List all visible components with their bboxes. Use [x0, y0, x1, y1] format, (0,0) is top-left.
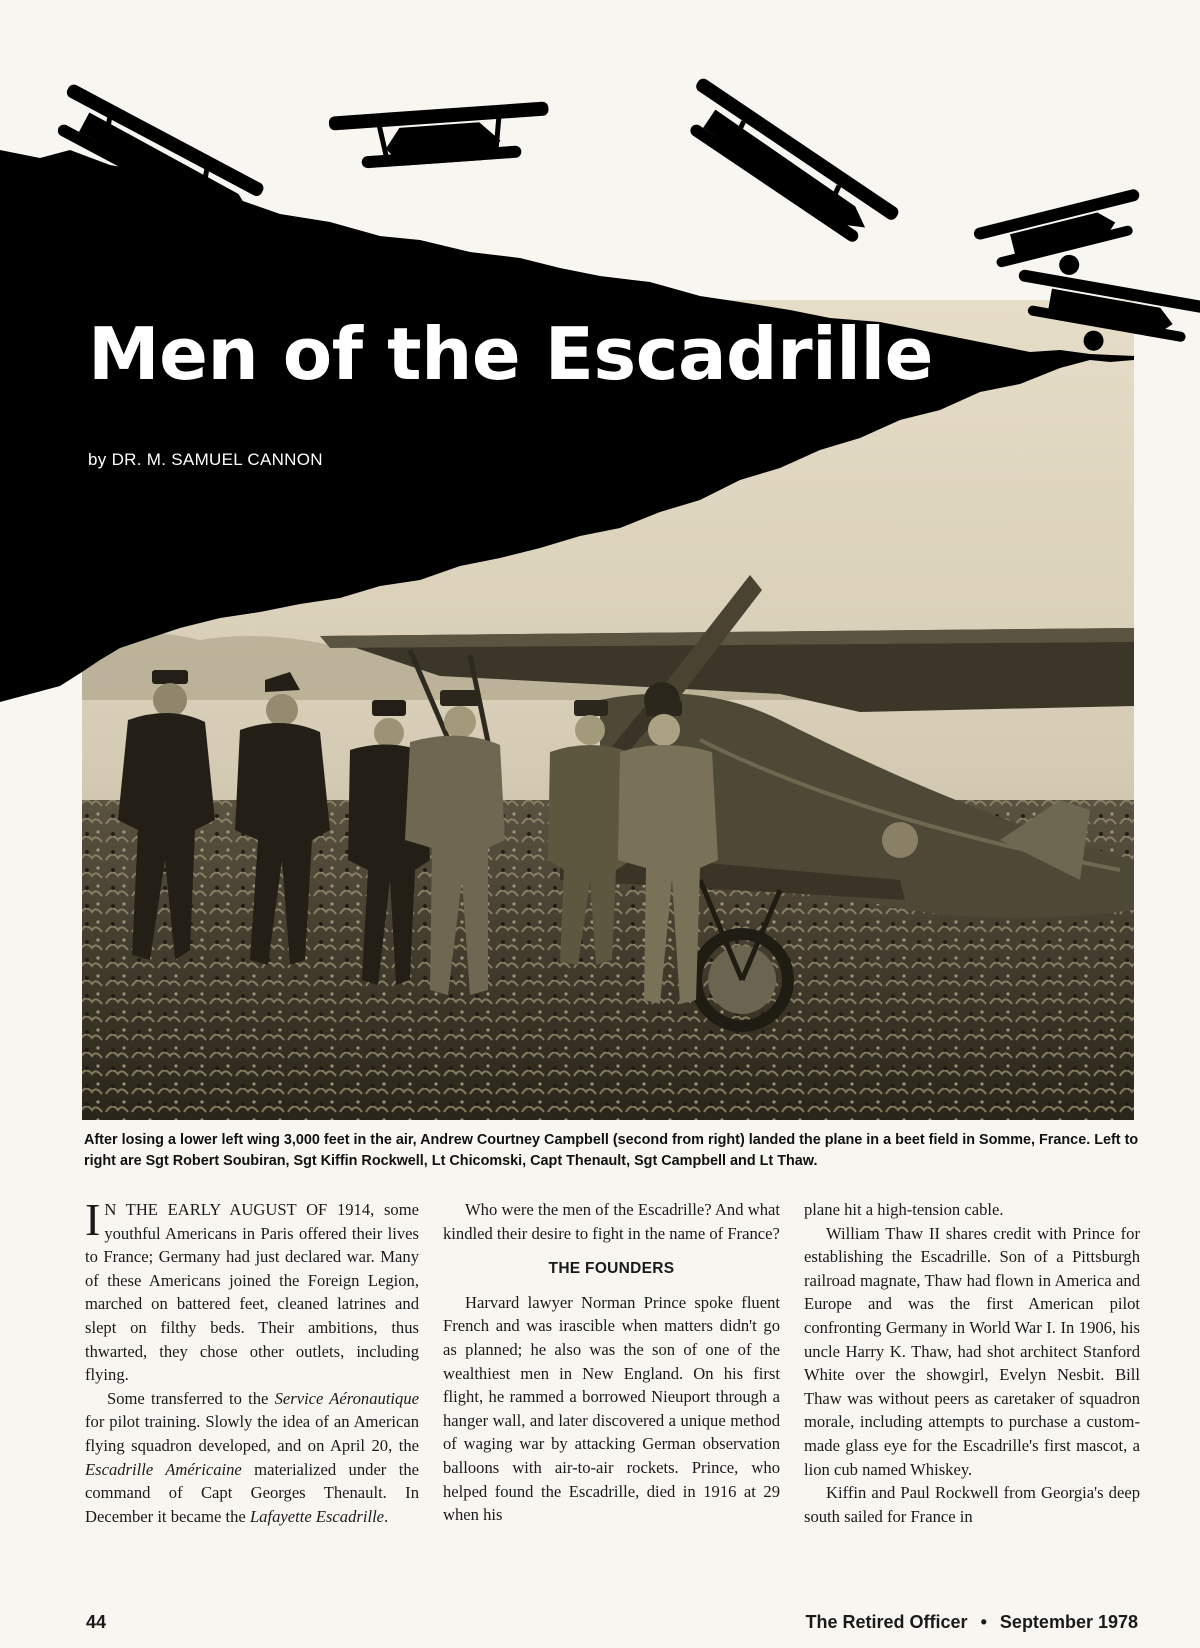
paragraph-1-text: N THE EARLY AUGUST OF 1914, some youthful Americans in Paris offered their lives to France; Germany had just declared war. Many of these Americans joined the Foreign Legion, marched on battered feet, cleaned latrines and slept on filthy beds. Their ambitions, thus thwarted, they chose other outlets, including flying.	[85, 1200, 419, 1385]
paragraph-2-text-c: materialized under the command of Capt Georges Thenault. In December it became the	[85, 1459, 419, 1526]
column-2	[443, 1198, 780, 1527]
section-subhead: THE FOUNDERS	[548, 1260, 675, 1278]
column-3	[804, 1198, 1140, 1528]
article-byline: by DR. M. SAMUEL CANNON	[88, 450, 323, 469]
paragraph-6: William Thaw II shares credit with Prince for establishing the Escadrille. Son of a Pittsburgh railroad magnate, Thaw had flown in America and Europe and was the first American pilot confronting Germany in World War I. In 1906, his uncle Harry K. Thaw, had shot architect Stanford White over the showgirl, Evelyn Nesbit. Bill Thaw was without peers as caretaker of squadron morale, including attempts to purchase a custom-made glass eye for the Escadrille's first mascot, a lion cub named Whiskey.	[804, 1223, 1140, 1479]
biplane-silhouette-2	[328, 101, 551, 170]
photo-caption: After losing a lower left wing 3,000 feet in the air, Andrew Courtney Campbell (second from right) landed the plane in a beet field in Somme, France. Left to right are Sgt Robert Soubiran, Sgt Kiffin Rockwell, Lt Chicomski, Capt Thenault, Sgt Campbell and Lt Thaw.	[84, 1132, 1139, 1169]
drop-cap: I	[85, 1194, 101, 1245]
biplane-silhouette-3	[672, 76, 901, 255]
publication-name: The Retired Officer	[805, 1612, 968, 1632]
paragraph-1	[85, 1194, 419, 1387]
escadrille-americaine-term: Escadrille Américaine	[85, 1459, 242, 1479]
paragraph-2-text-a: Some transferred to the	[107, 1388, 275, 1408]
publication-footer	[806, 1612, 1138, 1633]
paragraph-3: Who were the men of the Escadrille? And what kindled their desire to fight in the name of France?	[443, 1200, 780, 1243]
issue-date: September 1978	[999, 1612, 1138, 1632]
paragraph-2-text-d: .	[384, 1506, 389, 1526]
paragraph-2	[85, 1387, 419, 1529]
paragraph-7: Kiffin and Paul Rockwell from Georgia's deep south sailed for France in	[804, 1483, 1140, 1526]
article-title: Men of the Escadrille	[88, 312, 933, 396]
paragraph-2-text-b: for pilot training. Slowly the idea of an American flying squadron developed, and on April 20, the	[85, 1412, 419, 1455]
lafayette-escadrille-term: Lafayette Escadrille	[249, 1506, 385, 1526]
page-number: 44	[86, 1612, 107, 1632]
paragraph-5: plane hit a high-tension cable.	[804, 1200, 1004, 1219]
column-1	[85, 1194, 419, 1528]
service-aeronautique-term: Service Aéronautique	[274, 1388, 419, 1408]
paragraph-4: Harvard lawyer Norman Prince spoke fluent French and was irascible when matters didn't go as planned; he also was the son of one of the wealthiest men in New England. On his first flight, he rammed a borrowed Nieuport through a hanger wall, and later discovered a unique method of waging war by attacking German observation balloons with air-to-air rockets. Prince, who helped found the Escadrille, died in 1916 at 29 when his	[443, 1292, 780, 1525]
footer-bullet: •	[980, 1612, 987, 1632]
